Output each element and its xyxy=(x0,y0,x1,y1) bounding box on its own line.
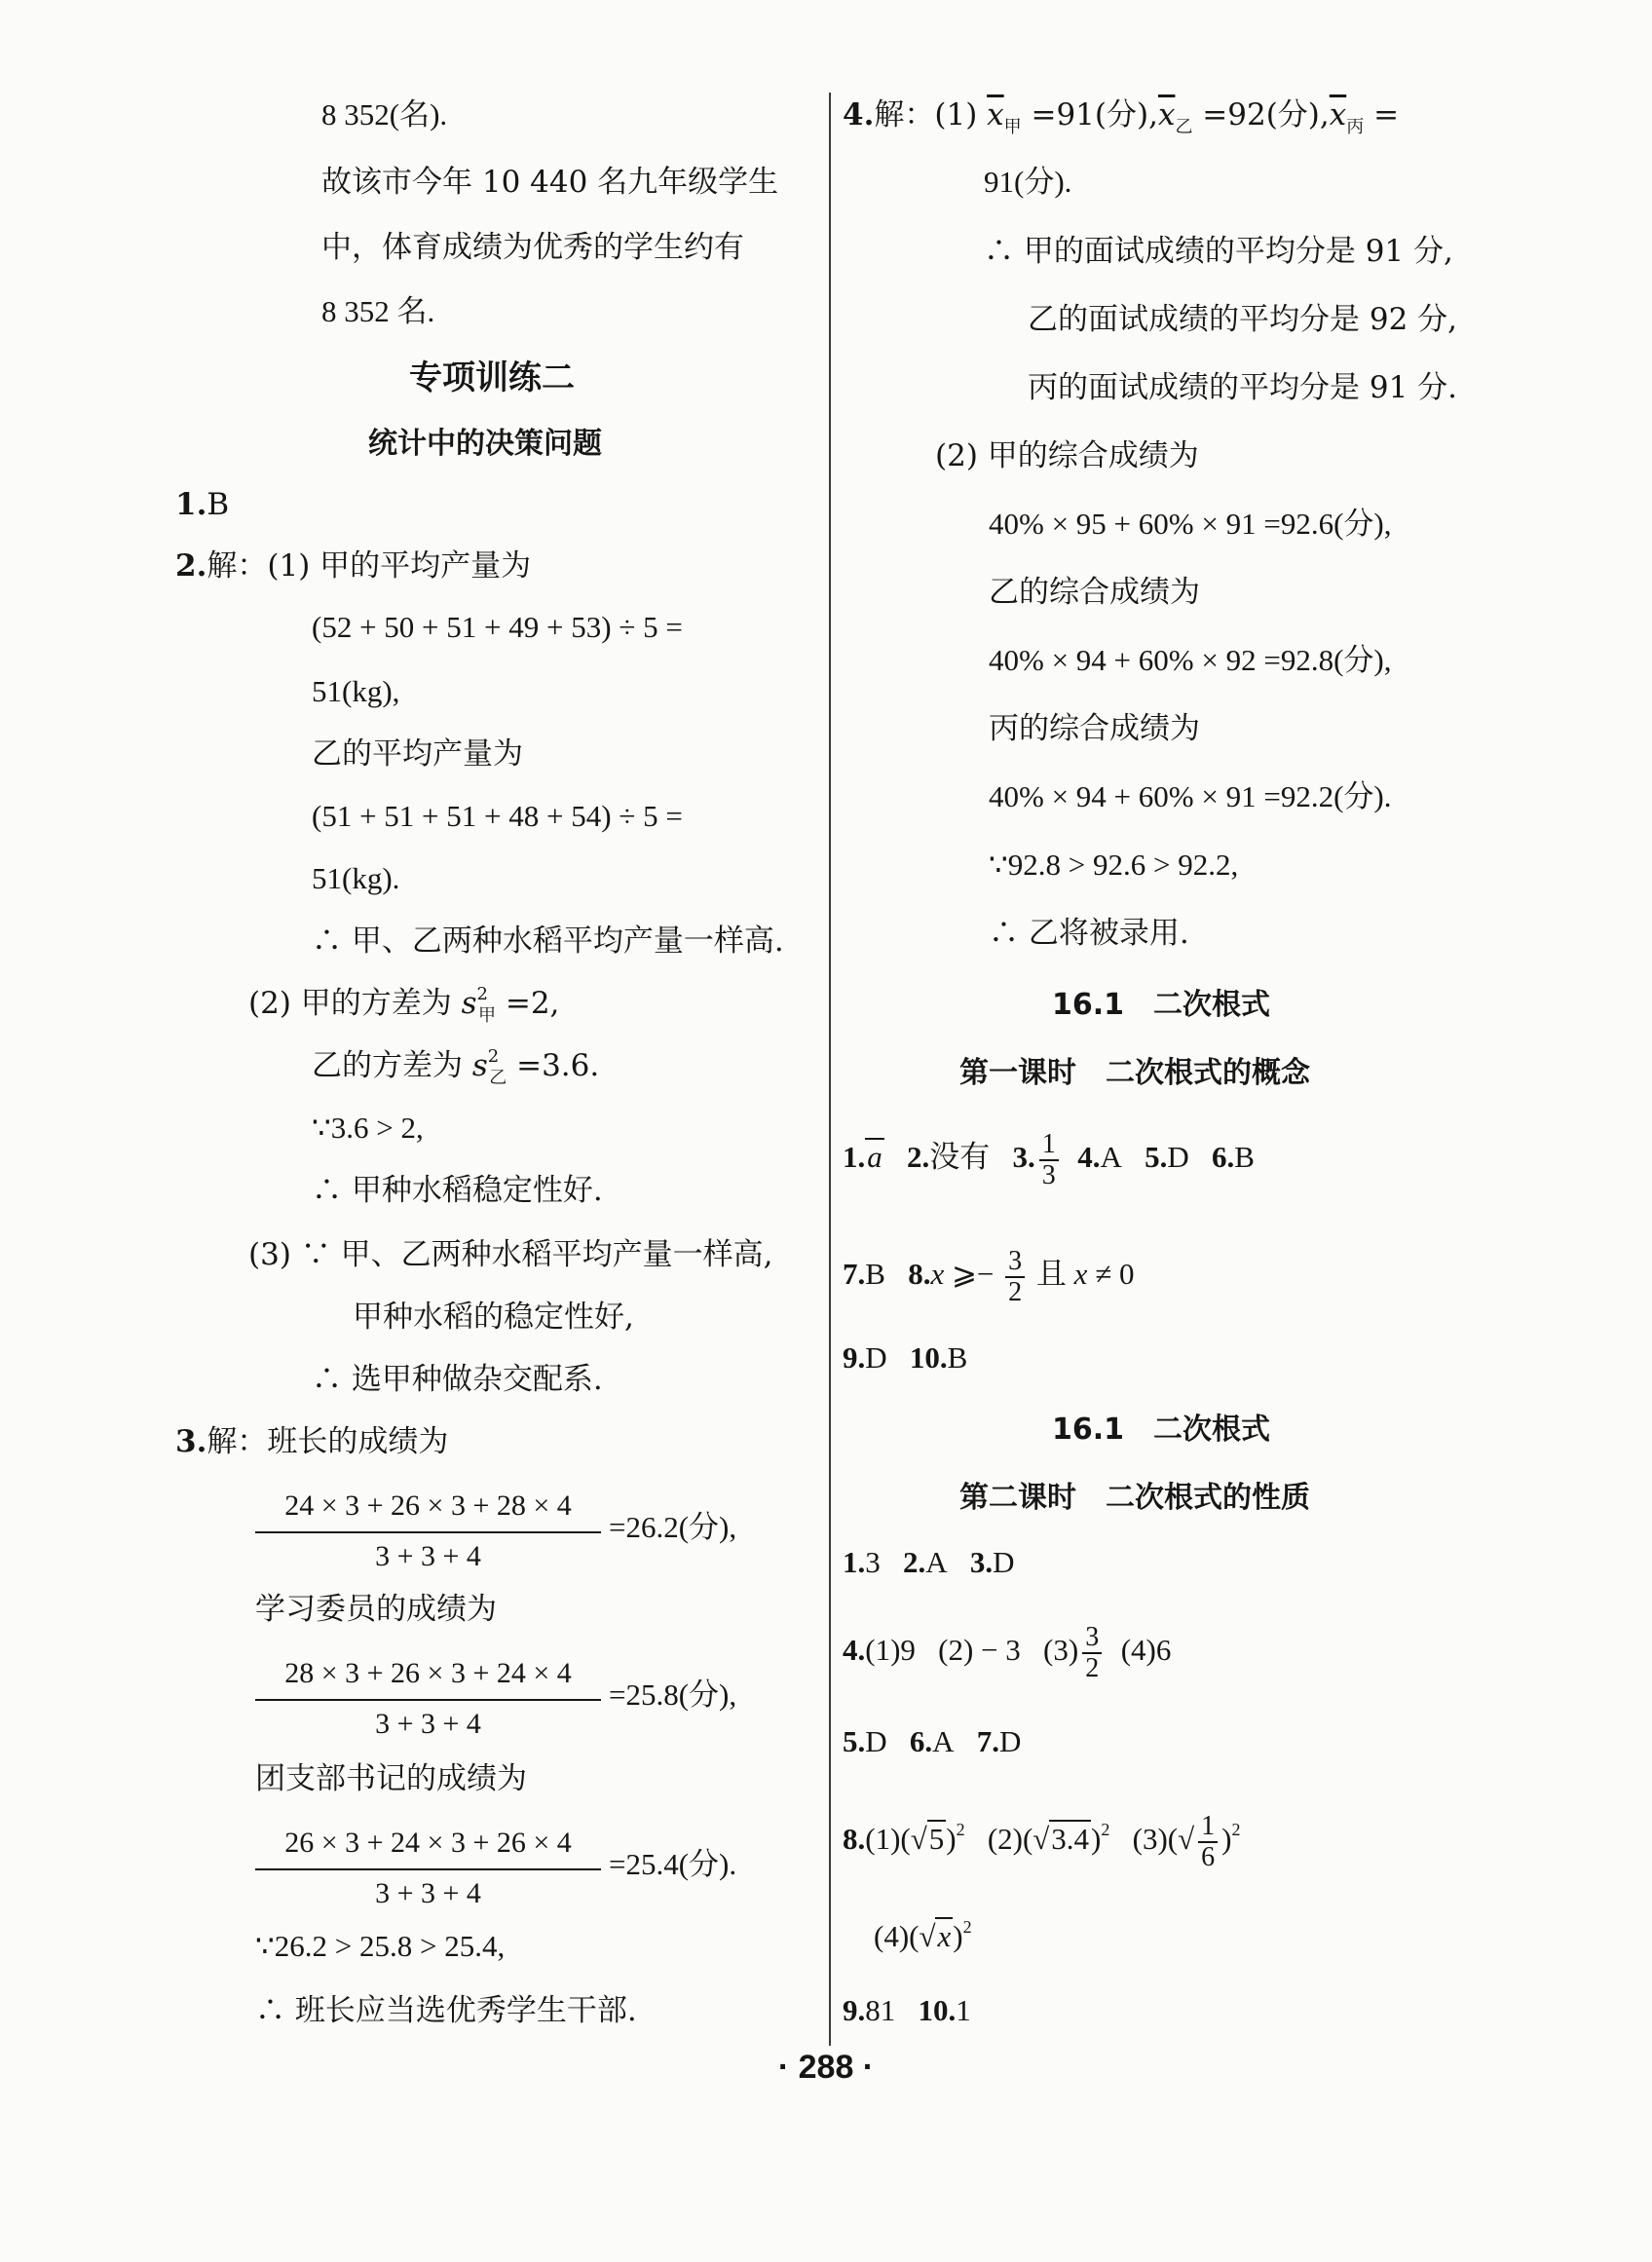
text-line: ∴ 选甲种做杂交配系. xyxy=(312,1362,603,1397)
fraction-2: 28 × 3 + 26 × 3 + 24 × 4 3 + 3 + 4 xyxy=(255,1654,601,1748)
section-subtitle: 统计中的决策问题 xyxy=(368,427,602,461)
text-line: 乙的平均产量为 xyxy=(312,736,523,772)
section-subtitle: 第一课时 二次根式的概念 xyxy=(959,1056,1310,1090)
text-line: ∴ 甲种水稻稳定性好. xyxy=(312,1173,603,1208)
answer-row: 5.D 6.A 7.D xyxy=(843,1724,1022,1758)
text-line: 51(kg), xyxy=(312,674,400,708)
text-line: ∵3.6 > 2, xyxy=(312,1111,424,1145)
section-title: 16.1 二次根式 xyxy=(1052,1413,1271,1447)
text-line: (51 + 51 + 51 + 48 + 54) ÷ 5 = xyxy=(312,799,683,833)
section-subtitle: 第二课时 二次根式的性质 xyxy=(959,1481,1310,1515)
answer-q3-intro: 3.解：班长的成绩为 xyxy=(175,1424,449,1459)
fraction-1: 24 × 3 + 26 × 3 + 28 × 4 3 + 3 + 4 xyxy=(255,1487,601,1580)
answer-row: 9.81 10.1 xyxy=(843,1993,971,2027)
fraction-result: =25.8(分), xyxy=(609,1678,737,1712)
text-line: ∴ 甲的面试成绩的平均分是 91 分, xyxy=(984,234,1453,269)
text-line: 学习委员的成绩为 xyxy=(255,1592,497,1627)
answer-row: $(4)(√x)^2$ xyxy=(874,1917,972,1953)
answer-row: 1.3 2.A 3.D xyxy=(843,1545,1015,1579)
text-line: 40% × 95 + 60% × 91 =92.6(分), xyxy=(989,507,1392,541)
text-line: 乙的方差为 $s^2_乙 =3.6$. xyxy=(312,1046,600,1088)
text-line: 51(kg). xyxy=(312,861,400,895)
text-line: 团支部书记的成绩为 xyxy=(255,1761,527,1796)
section-title: 16.1 二次根式 xyxy=(1052,988,1271,1022)
text-line: (3) ∵ 甲、乙两种水稻平均产量一样高, xyxy=(248,1237,773,1272)
text-line: (2) 甲的方差为 $s^2_甲 =2$, xyxy=(248,984,560,1026)
text-line: 丙的综合成绩为 xyxy=(989,711,1200,746)
text-line: 乙的综合成绩为 xyxy=(989,575,1200,610)
answer-row: 7.B 8.x ⩾− $\frac{3}{2}$ 且 x ≠ 0 xyxy=(843,1246,1135,1307)
text-line: 故该市今年 10 440 名九年级学生 xyxy=(321,165,779,200)
answer-row: 9.D 10.B xyxy=(843,1340,968,1375)
text-line: 40% × 94 + 60% × 91 =92.2(分). xyxy=(989,779,1392,813)
text-line: 8 352 名. xyxy=(321,294,435,328)
answer-q4-intro: 4.解：(1) $\overline{x}_甲 =91$(分)$,\overline{x}_乙 =92$(分)$,\overline{x}_丙$ = xyxy=(843,97,1400,137)
column-divider xyxy=(829,93,831,2046)
text-line: 甲种水稻的稳定性好, xyxy=(353,1300,634,1335)
answer-row: 4.(1)9 (2) − 3 (3) $\frac{3}{2}$ (4)6 xyxy=(843,1622,1172,1683)
text-line: 乙的面试成绩的平均分是 92 分, xyxy=(1028,302,1458,337)
text-line: (2) 甲的综合成绩为 xyxy=(935,438,1199,473)
answer-q1: 1.B xyxy=(175,487,230,522)
text-line: ∵26.2 > 25.8 > 25.4, xyxy=(255,1929,506,1963)
text-line: ∴ 乙将被录用. xyxy=(989,916,1189,951)
text-line: 丙的面试成绩的平均分是 91 分. xyxy=(1028,370,1458,405)
text-line: ∴ 甲、乙两种水稻平均产量一样高. xyxy=(312,924,784,959)
text-line: (52 + 50 + 51 + 49 + 53) ÷ 5 = xyxy=(312,610,683,644)
fraction-result: =25.4(分). xyxy=(609,1847,737,1881)
fraction-result: =26.2(分), xyxy=(609,1510,737,1544)
answer-q2-intro: 2.解：(1) 甲的平均产量为 xyxy=(175,548,532,584)
text-line: 8 352(名). xyxy=(321,97,448,132)
text-line: 40% × 94 + 60% × 92 =92.8(分), xyxy=(989,643,1392,677)
answer-row: $8.(1)(√5)^2$ $(2)(√3.4)^2$ (3)(√ $\frac{1}{6}$ )$^2$ xyxy=(843,1811,1241,1872)
fraction-3: 26 × 3 + 24 × 3 + 26 × 4 3 + 3 + 4 xyxy=(255,1824,601,1917)
answer-row: 1.a 2.没有 3. $\frac{1}{3}$ 4.A 5.D 6.B xyxy=(843,1129,1255,1190)
text-line: ∵92.8 > 92.6 > 92.2, xyxy=(989,848,1239,882)
text-line: ∴ 班长应当选优秀学生干部. xyxy=(255,1993,637,2028)
page-number: · 288 · xyxy=(777,2049,875,2086)
section-title: 专项训练二 xyxy=(409,358,575,397)
text-line: 91(分). xyxy=(984,165,1072,199)
text-line: 中，体育成绩为优秀的学生约有 xyxy=(321,230,744,265)
